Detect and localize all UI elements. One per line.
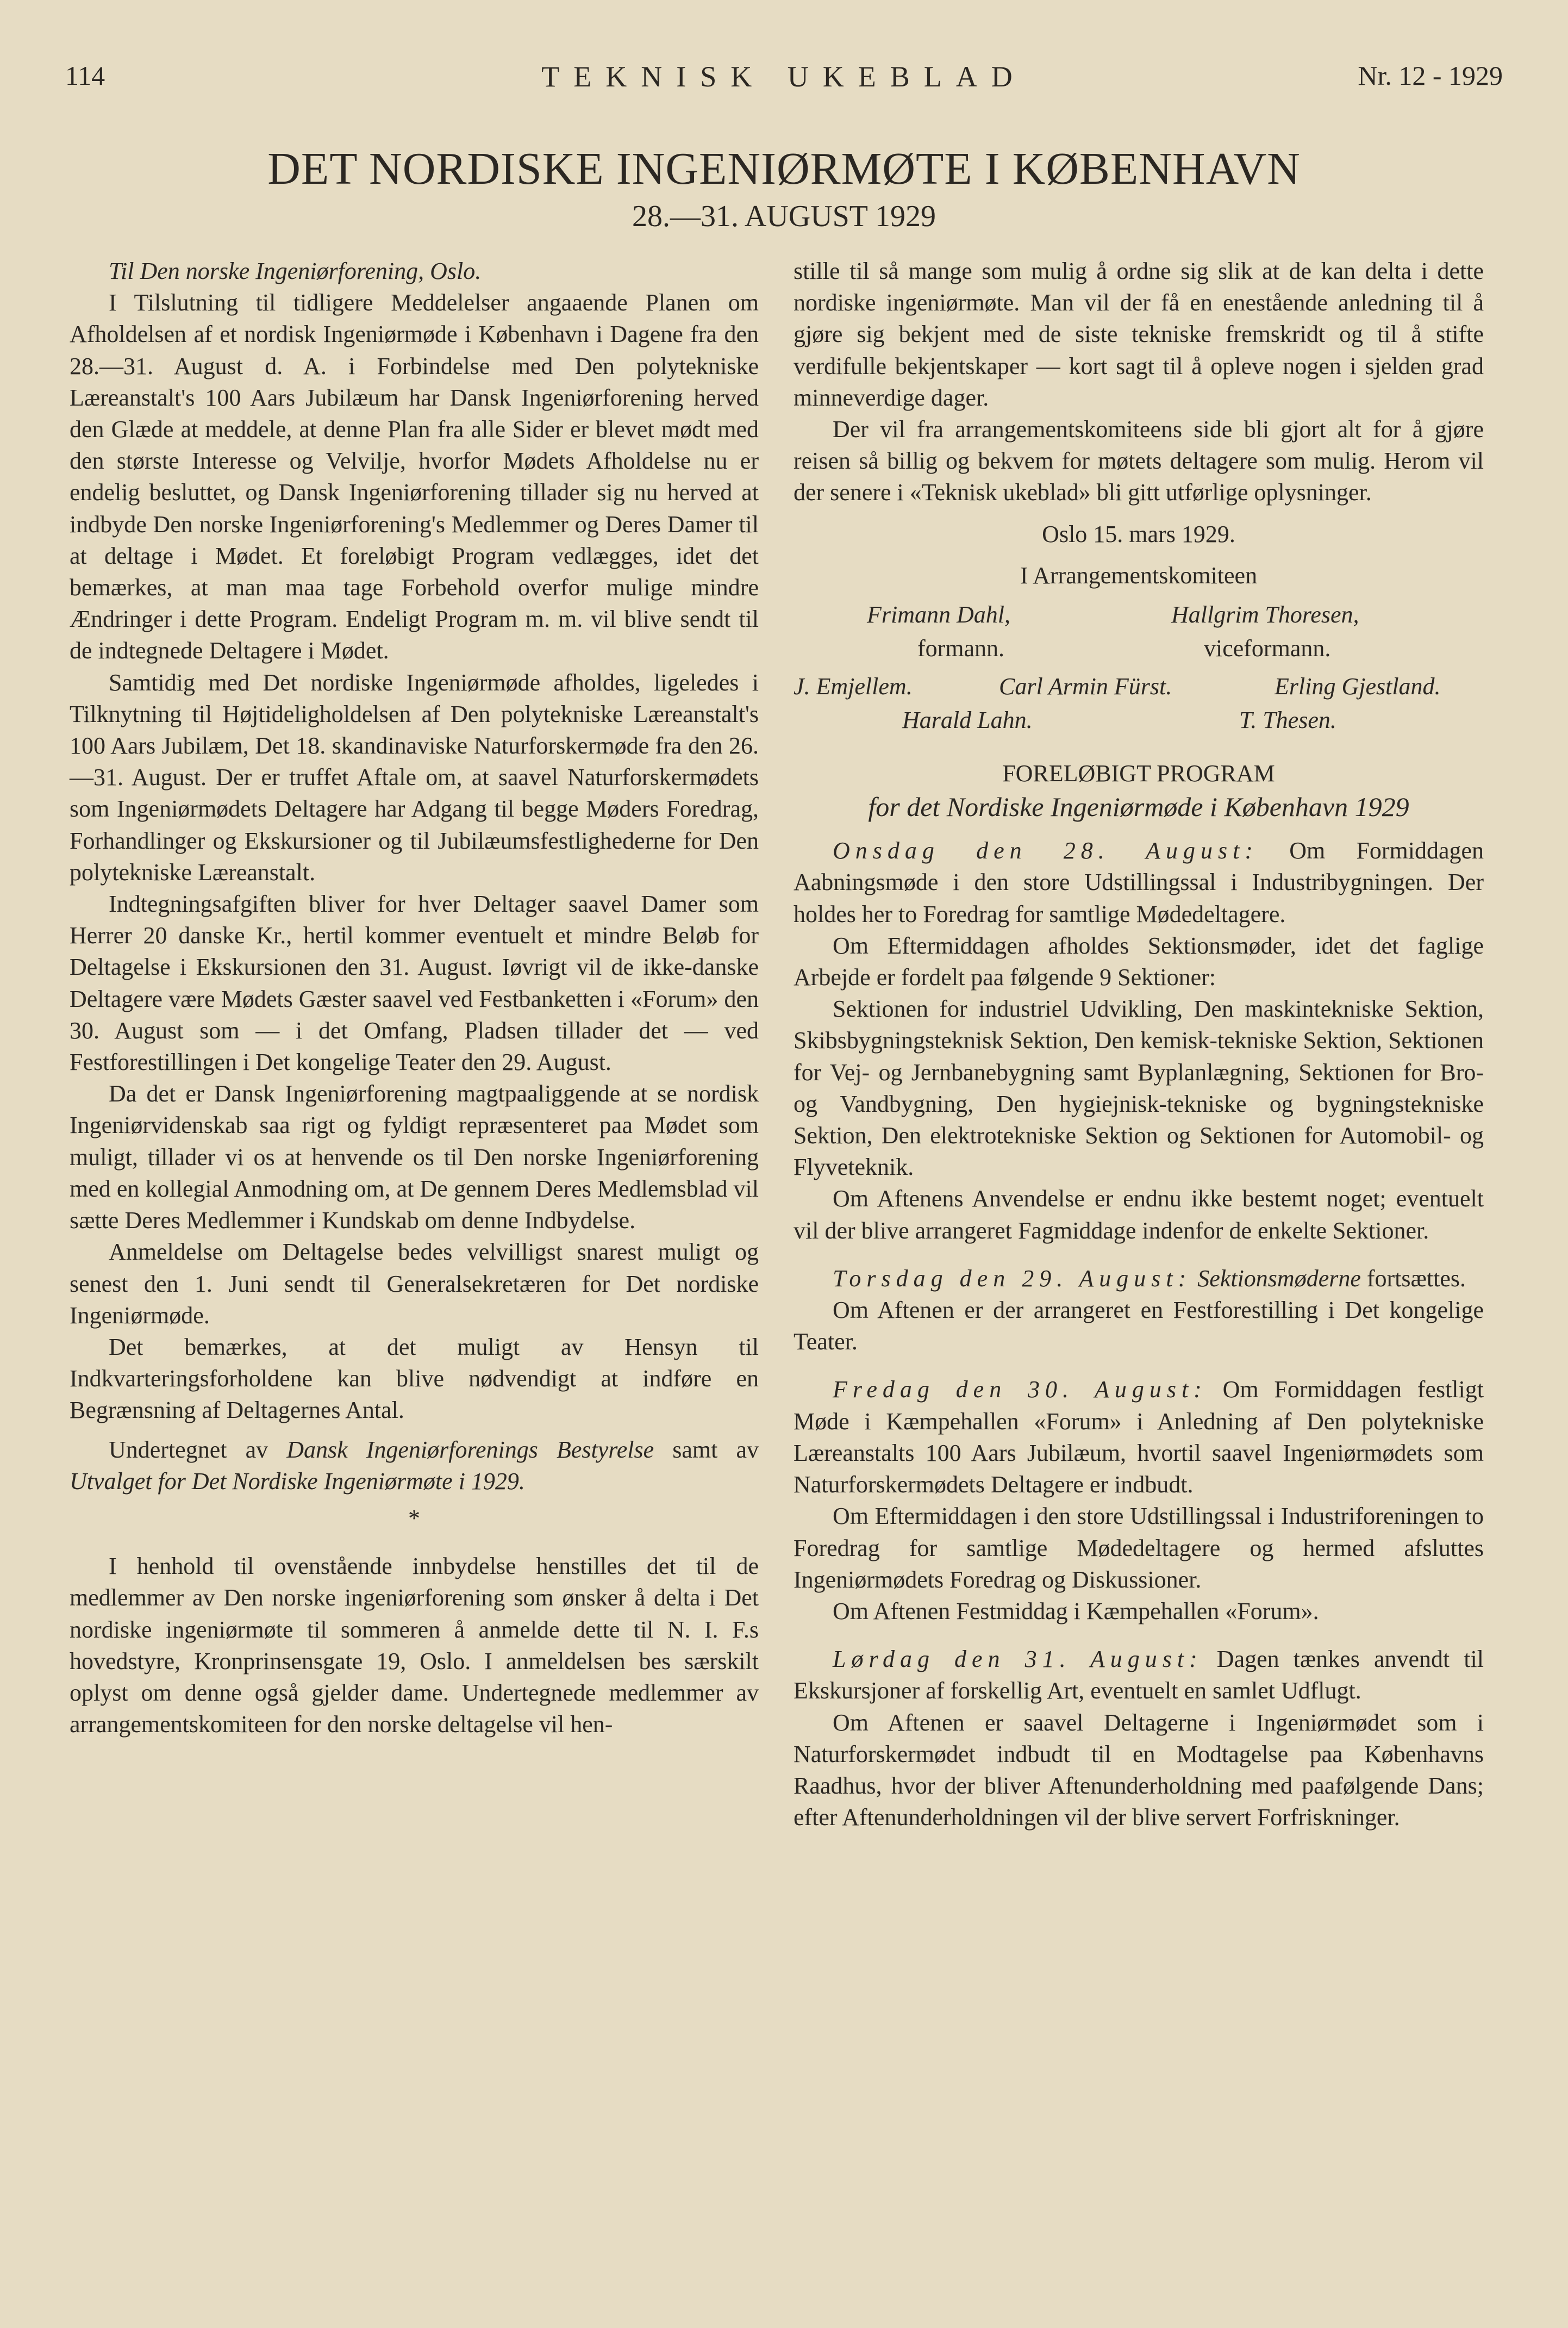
signature-name: Carl Armin Fürst. (999, 673, 1172, 700)
program-day-friday: Fredag den 30. August: Om Formiddagen festligt Møde i Kæmpehallen «Forum» i Anledning af Den polytekniske Læreanstalts 100 Aars Jubilæum, hvortil saavel Ingeniørmødets som Naturforskermødets Deltagere er indbudt. (794, 1376, 1484, 1498)
day-heading: Fredag den 30. August: (833, 1376, 1207, 1403)
signature-name: Harald Lahn. (902, 707, 1033, 734)
journal-name: TEKNISK UKEBLAD (541, 60, 1027, 93)
program-subtitle: for det Nordiske Ingeniørmøde i København 1929 (868, 792, 1409, 823)
paragraph: Da det er Dansk Ingeniørforening magtpaaliggende at se nordisk Ingeniørvidenskab saa rigt og fyldigt repræsenteret paa Mødet som muligt, tillader vi os at henvende os til Den norske Ingeniørforening med en kollegial Anmodning om, at De gennem Deres Medlemsblad vil sætte Deres Medlemmer i Kundskab om denne Indbydelse. (70, 1080, 759, 1234)
paragraph: Sektionen for industriel Udvikling, Den maskintekniske Sektion, Skibsbygningsteknisk Sektion, Den kemisk-tekniske Sektion, Sektionen for Vej- og Jernbanebygning samt Byplanlægning, Sektionen for Bro- og Vandbygning, Den hygiejnisk-tekniske og bygningstekniske Sektion, Den elektrotekniske Sektion og Sektionen for Automobil- og Flyveteknik. (794, 995, 1484, 1181)
paragraph: Der vil fra arrangementskomiteens side bli gjort alt for å gjøre reisen så billig og bekvem for møtets deltagere som mulig. Herom vil der senere i «Teknisk ukeblad» bli gitt utførlige oplysninger. (794, 416, 1484, 506)
paragraph: stille til så mange som mulig å ordne sig slik at de kan delta i dette nordiske ingeniørmøte. Man vil der få en enestående anledning til å gjøre sig bekjent med de siste tekniske fremskridt og til å stifte verdifulle bekjentskaper — kort sagt til å opleve nogen i sjelden grad minneverdige dager. (794, 258, 1484, 411)
day-heading: Onsdag den 28. August: (833, 837, 1259, 864)
signature-name: Frimann Dahl, (867, 601, 1010, 628)
paragraph: Samtidig med Det nordiske Ingeniørmøde afholdes, ligeledes i Tilknytning til Højtideligholdelsen af Den polytekniske Læreanstalt's 100 Aars Jubilæm, Det 18. skandinaviske Naturforskermøde fra den 26.—31. August. Der er truffet Aftale om, at saavel Naturforskermødets som Ingeniørmødets Deltagere har Adgang til begge Møders Foredrag, Forhandlinger og Ekskursioner og til Jubilæumsfestlighederne for Den polytekniske Læreanstalt. (70, 669, 759, 886)
paragraph: Anmeldelse om Deltagelse bedes velvilligst snarest muligt og senest den 1. Juni sendt til Generalsekretæren for Det nordiske Ingeniørmøde. (70, 1238, 759, 1329)
paragraph: Om Aftenen er saavel Deltagerne i Ingeniørmødet som i Naturforskermødet indbudt til en Modtagelse paa Københavns Raadhus, hvor der bliver Aftenunderholdning med paafølgende Dans; efter Aftenunderholdningen vil der blive servert Forfriskninger. (794, 1709, 1484, 1831)
paragraph: I Tilslutning til tidligere Meddelelser angaaende Planen om Afholdelsen af et nordisk Ingeniørmøde i København i Dagene fra den 28.—31. August d. A. i Forbindelse med Den polytekniske Læreanstalt's 100 Aars Jubilæum har Dansk Ingeniørforening herved den Glæde at meddele, at denne Plan fra alle Sider er blevet mødt med den største Interesse og Velvilje, hvorfor Mødets Afholdelse nu er endelig besluttet, og Dansk Ingeniørforening tillader sig nu herved at indbyde Den norske Ingeniørforening's Medlemmer og Deres Damer til at deltage i Mødet. Et foreløbigt Program vedlægges, idet det bemærkes, at man maa tage Forbehold overfor mulige mindre Ændringer i dette Program. Endeligt Program m. m. vil blive sendt til de indtegnede Deltagere i Mødet. (70, 289, 759, 664)
signature-text: Undertegnet av (109, 1436, 287, 1463)
paragraph: Om Aftenens Anvendelse er endnu ikke bestemt noget; eventuelt vil der blive arrangeret Fagmiddage indenfor de enkelte Sektioner. (794, 1185, 1484, 1244)
day-heading: Lørdag den 31. August: (833, 1646, 1203, 1673)
signature-row (794, 705, 1484, 738)
page-number: 114 (65, 60, 105, 91)
running-header (65, 60, 1503, 103)
article-title: DET NORDISKE INGENIØRMØTE I KØBENHAVN (267, 144, 1301, 194)
committee-heading: I Arrangementskomiteen (1020, 562, 1258, 589)
signature-row (794, 671, 1484, 705)
signature-name: J. Emjellem. (794, 673, 913, 700)
signature-paragraph (70, 1434, 759, 1497)
signature-row (794, 633, 1484, 667)
paragraph: Om Eftermiddagen afholdes Sektionsmøder, idet det faglige Arbejde er fordelt paa følgende 9 Sektioner: (794, 932, 1484, 991)
paragraph: Om Aftenen Festmiddag i Kæmpehallen «Forum». (833, 1597, 1319, 1624)
paragraph: I henhold til ovenstående innbydelse henstilles det til de medlemmer av Den norske ingeniørforening som ønsker å delta i Det nordiske ingeniørmøte til sommeren å anmelde dette til N. I. F.s hovedstyre, Kronprinsensgate 19, Oslo. I anmeldelsen bes særskilt oplyst om denne også gjelder dame. Undertegnede medlemmer av arrangementskomiteen for den norske deltagelse vil hen- (70, 1553, 759, 1738)
place-date: Oslo 15. mars 1929. (1042, 520, 1235, 547)
paragraph: Indtegningsafgiften bliver for hver Deltager saavel Damer som Herrer 20 danske Kr., hertil kommer eventuelt et mindre Beløb for Deltagelse i Ekskursionen den 31. August. Iøvrigt vil de ikke-danske Deltagere være Mødets Gæster saavel ved Festbanketten i «Forum» den 30. August som — i det Omfang, Pladsen tillader det — ved Festforestillingen i Det kongelige Teater den 29. August. (70, 891, 759, 1076)
program-day-wednesday: Onsdag den 28. August: Om Formiddagen Aabningsmøde i den store Udstillingssal i Industribygningen. Der holdes her to Foredrag for samtlige Mødedeltagere. (794, 837, 1484, 928)
issue-number: Nr. 12 - 1929 (1358, 60, 1503, 91)
signature-name: Hallgrim Thoresen, (1171, 601, 1359, 628)
signature-role: formann. (917, 635, 1005, 662)
paragraph: Om Eftermiddagen i den store Udstillingssal i Industriforeningen to Foredrag for samtlige Mødedeltagere og hermed afsluttes Ingeniørmødets Foredrag og Diskussioner. (794, 1503, 1484, 1593)
signatory-board: Dansk Ingeniørforenings Bestyrelse (286, 1436, 654, 1463)
signature-row (794, 599, 1484, 633)
right-column (794, 256, 1484, 1833)
signature-name: T. Thesen. (1239, 707, 1336, 734)
article-dates: 28.—31. AUGUST 1929 (632, 200, 936, 233)
paragraph: Det bemærkes, at det muligt av Hensyn til Indkvarteringsforholdene kan blive nødvendigt at indføre en Begrænsning af Deltagernes Antal. (70, 1333, 759, 1424)
signature-name: Erling Gjestland. (1275, 673, 1441, 700)
salutation: Til Den norske Ingeniørforening, Oslo. (109, 258, 482, 284)
signature-role: viceformann. (1204, 635, 1331, 662)
program-day-thursday: Torsdag den 29. August: Sektionsmøderne fortsættes. (833, 1265, 1466, 1292)
signature-text: samt av (654, 1436, 759, 1463)
day-heading: Torsdag den 29. August: (833, 1265, 1192, 1292)
left-column (70, 256, 759, 1740)
section-separator: * (408, 1504, 420, 1532)
program-title: FORELØBIGT PROGRAM (1002, 760, 1275, 787)
paragraph: Om Aftenen er der arrangeret en Festforestilling i Det kongelige Teater. (794, 1297, 1484, 1355)
signatory-committee: Utvalget for Det Nordiske Ingeniørmøte i 1929. (70, 1467, 525, 1495)
program-day-saturday: Lørdag den 31. August: Dagen tænkes anvendt til Ekskursjoner af forskellig Art, eventuelt en samlet Udflugt. (794, 1646, 1484, 1704)
